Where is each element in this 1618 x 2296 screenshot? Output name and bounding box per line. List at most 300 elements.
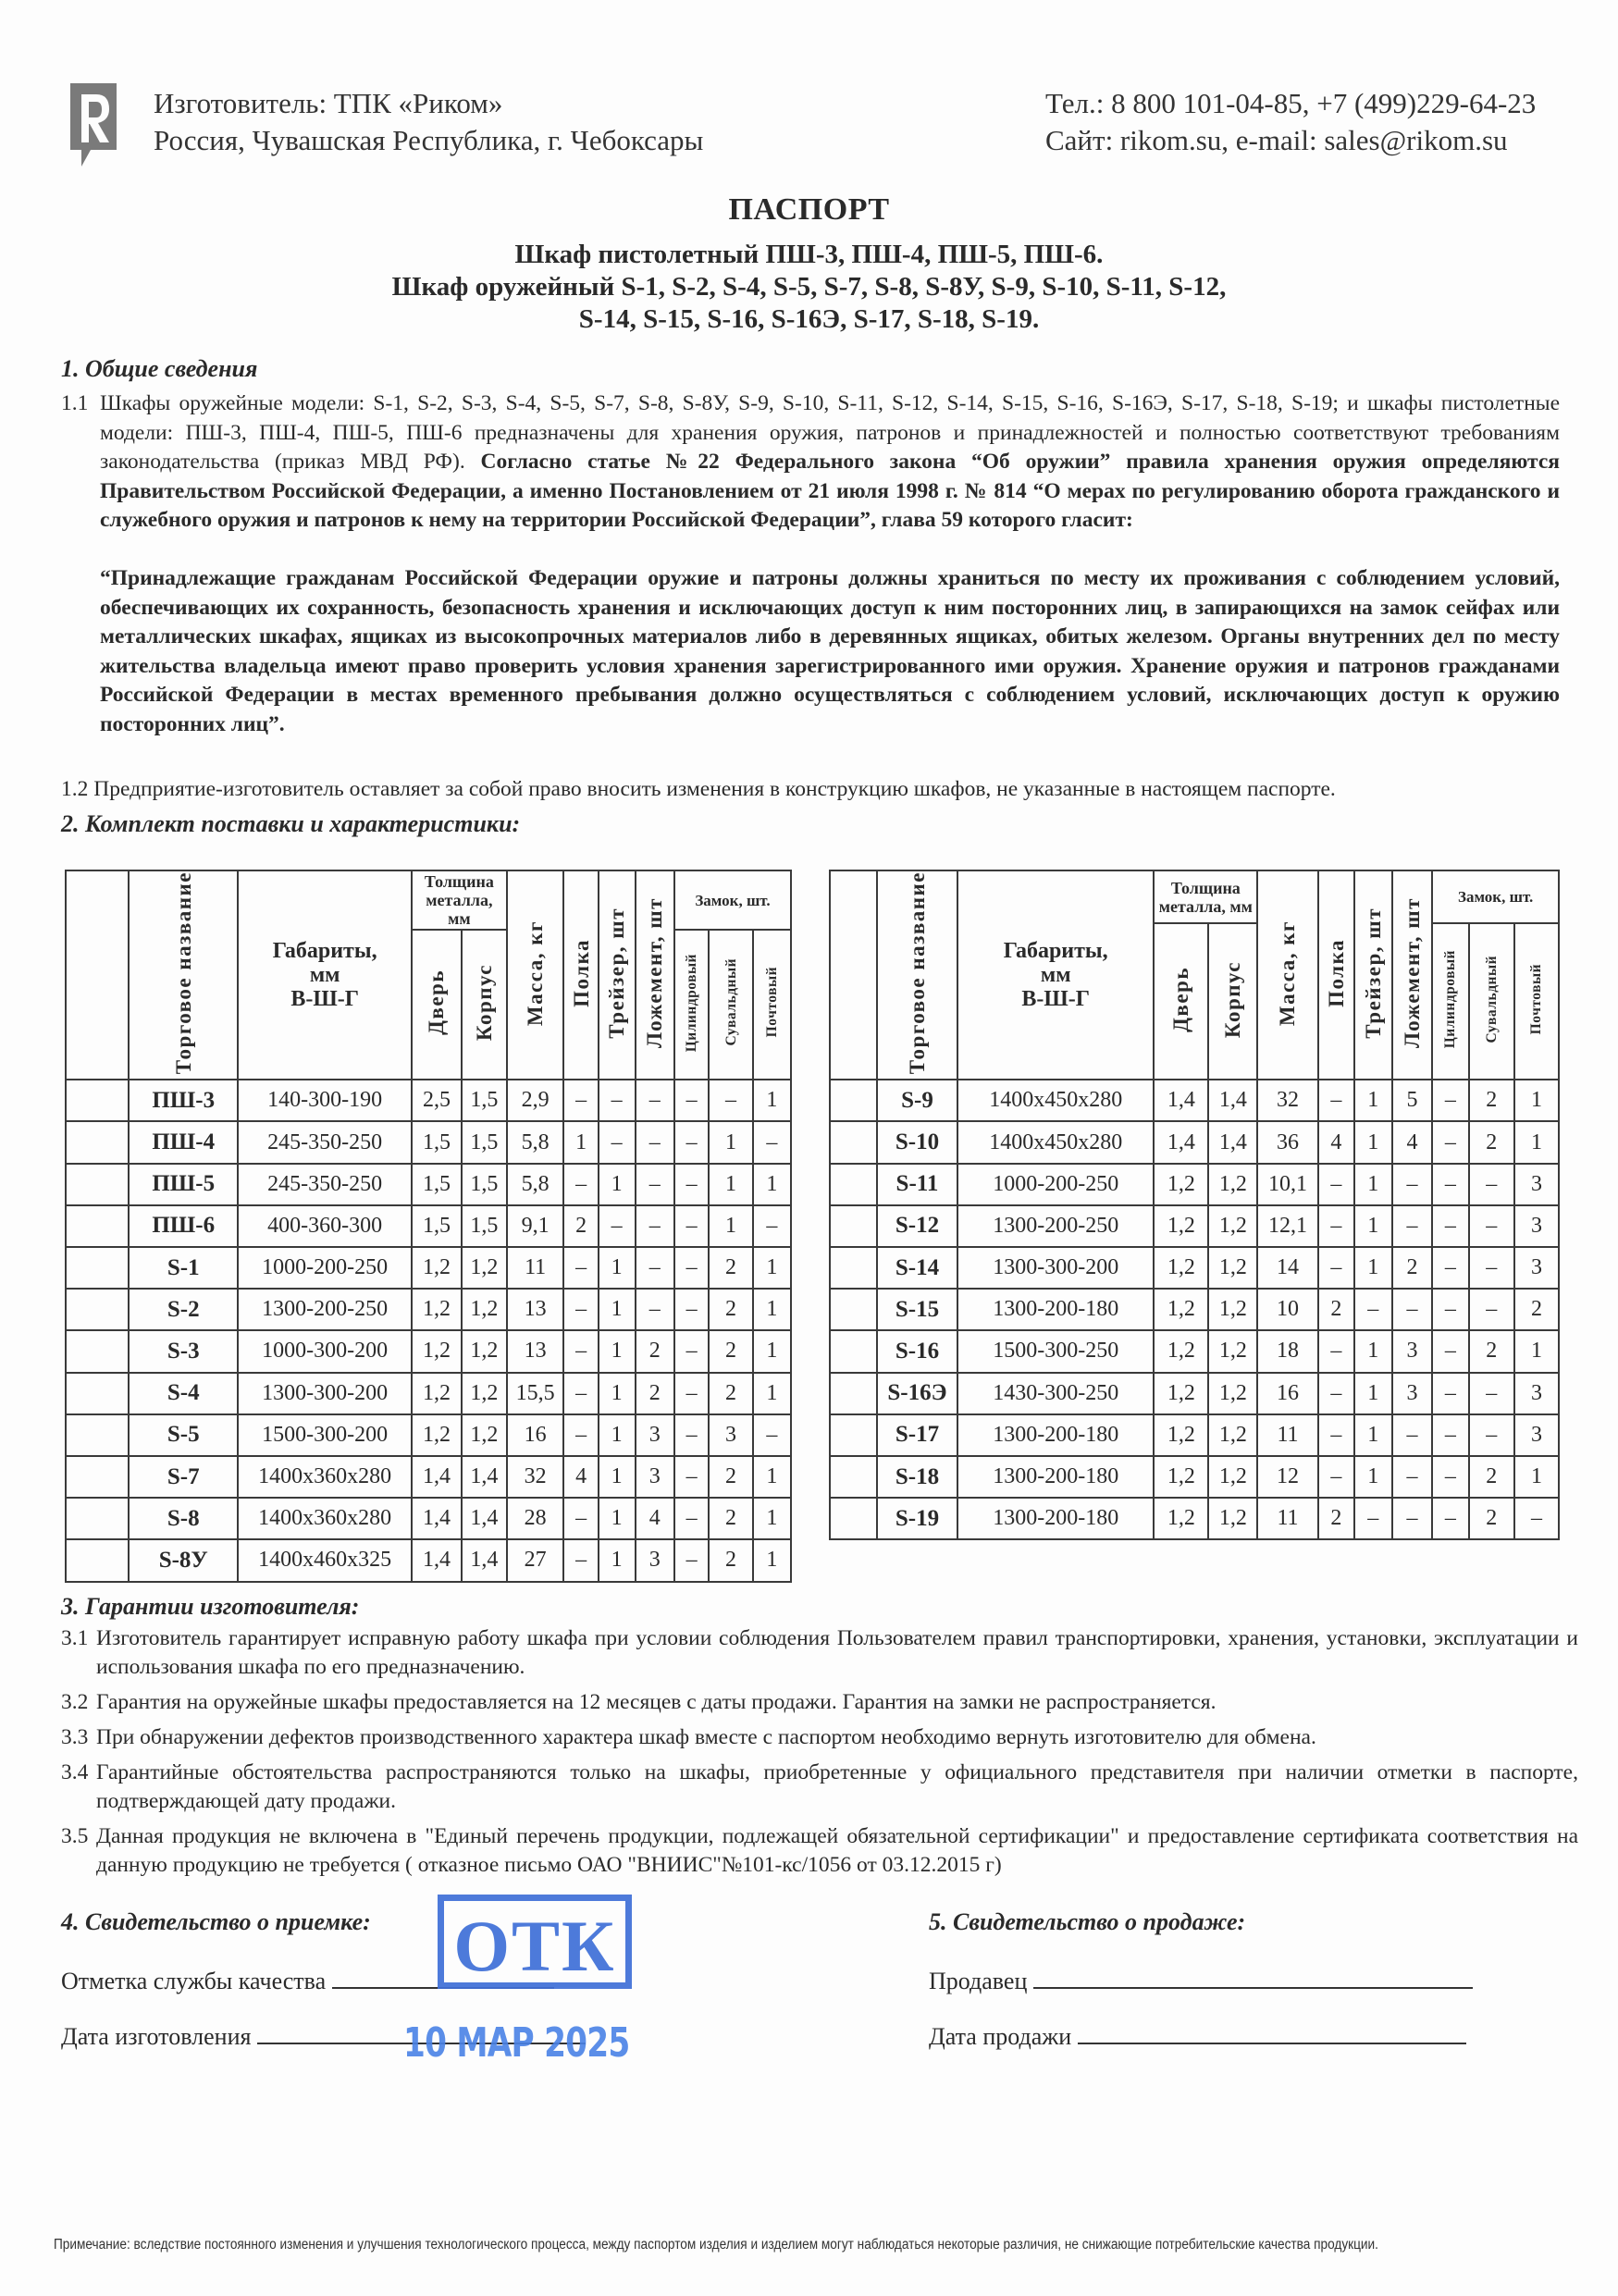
col-dims-header: Габариты, мм В-Ш-Г — [238, 870, 412, 1080]
col-body-header: Корпус — [462, 930, 507, 1080]
dimensions-cell: 1430-300-250 — [957, 1373, 1154, 1414]
blank-cell — [830, 1247, 877, 1289]
dimensions-cell: 1000-200-250 — [238, 1247, 412, 1289]
lock-suvald-cell: 2 — [709, 1539, 753, 1581]
spec-table-left-body — [66, 1080, 791, 1581]
mass-cell: 36 — [1257, 1121, 1317, 1163]
model-name-cell: S-8 — [129, 1498, 238, 1539]
door-thickness-cell: 1,2 — [412, 1289, 462, 1330]
model-name-cell: S-9 — [877, 1080, 957, 1121]
lock-post-cell: 1 — [753, 1080, 791, 1121]
model-name-cell: ПШ-5 — [129, 1164, 238, 1205]
mass-cell: 10,1 — [1257, 1164, 1317, 1205]
section-5-heading: 5. Свидетельство о продаже: — [929, 1908, 1246, 1935]
table-row — [830, 1498, 1559, 1539]
lock-cylinder-cell: – — [1432, 1330, 1468, 1372]
lock-suvald-cell: 2 — [709, 1498, 753, 1539]
subtitle-line: Шкаф оружейный S-1, S-2, S-4, S-5, S-7, S-8, S-8У, S-9, S-10, S-11, S-12, — [391, 272, 1227, 302]
model-name-cell: ПШ-6 — [129, 1205, 238, 1247]
shelf-count-cell: – — [563, 1539, 598, 1581]
page-title: ПАСПОРТ — [728, 192, 890, 227]
model-name-cell: S-7 — [129, 1456, 238, 1498]
trayzer-count-cell: – — [1354, 1289, 1392, 1330]
blank-cell — [66, 1330, 129, 1372]
mass-cell: 16 — [1257, 1373, 1317, 1414]
col-trayzer-header: Трейзер, шт — [1354, 870, 1392, 1080]
model-name-cell: S-10 — [877, 1121, 957, 1163]
lozhement-count-cell: 2 — [636, 1373, 674, 1414]
mass-cell: 5,8 — [507, 1164, 564, 1205]
col-lock-cyl-header: Цилиндровый — [1432, 923, 1468, 1080]
body-thickness-cell: 1,4 — [462, 1498, 507, 1539]
model-name-cell: S-4 — [129, 1373, 238, 1414]
col-name-header: Торговое название — [877, 870, 957, 1080]
lock-post-cell: 1 — [753, 1373, 791, 1414]
lock-cylinder-cell: – — [674, 1539, 709, 1581]
lock-post-cell: – — [753, 1121, 791, 1163]
table-row — [830, 1414, 1559, 1456]
model-name-cell: ПШ-3 — [129, 1080, 238, 1121]
warranty-item-number: 3.2 — [61, 1690, 89, 1714]
mass-cell: 28 — [507, 1498, 564, 1539]
lock-post-cell: 1 — [753, 1247, 791, 1289]
blank-cell — [66, 1205, 129, 1247]
body-thickness-cell: 1,2 — [462, 1247, 507, 1289]
body-thickness-cell: 1,5 — [462, 1164, 507, 1205]
seller-field — [929, 1963, 1473, 1995]
lock-suvald-cell: 2 — [709, 1456, 753, 1498]
col-lock-header: Замок, шт. — [674, 870, 791, 930]
model-name-cell: ПШ-4 — [129, 1121, 238, 1163]
seller-label: Продавец — [929, 1968, 1028, 1994]
blank-cell — [66, 1373, 129, 1414]
otk-stamp: ОТК — [438, 1895, 632, 1989]
mass-cell: 13 — [507, 1289, 564, 1330]
body-thickness-cell: 1,2 — [462, 1330, 507, 1372]
table-row — [830, 1373, 1559, 1414]
trayzer-count-cell: – — [599, 1121, 636, 1163]
lozhement-count-cell: – — [636, 1247, 674, 1289]
mass-cell: 27 — [507, 1539, 564, 1581]
trayzer-count-cell: 1 — [1354, 1456, 1392, 1498]
shelf-count-cell: – — [1318, 1080, 1354, 1121]
table-row — [830, 1456, 1559, 1498]
mass-cell: 18 — [1257, 1330, 1317, 1372]
dimensions-cell: 1300-200-180 — [957, 1289, 1154, 1330]
lock-suvald-cell: – — [1469, 1414, 1514, 1456]
shelf-count-cell: 4 — [1318, 1121, 1354, 1163]
warranty-item-text: При обнаружении дефектов производственного характера шкаф вместе с паспортом необходимо вернуть изготовителю для обмена. — [96, 1725, 1316, 1749]
lozhement-count-cell: – — [636, 1164, 674, 1205]
shelf-count-cell: 1 — [563, 1121, 598, 1163]
shelf-count-cell: 4 — [563, 1456, 598, 1498]
shelf-count-cell: 2 — [1318, 1289, 1354, 1330]
table-row — [830, 1164, 1559, 1205]
mass-cell: 11 — [1257, 1414, 1317, 1456]
warranty-item-number: 3.3 — [61, 1725, 89, 1749]
warranty-item-number: 3.5 — [61, 1824, 89, 1848]
col-shelf-header: Полка — [563, 870, 598, 1080]
blank-cell — [66, 1247, 129, 1289]
dimensions-cell: 1500-300-200 — [238, 1414, 412, 1456]
trayzer-count-cell: – — [599, 1080, 636, 1121]
door-thickness-cell: 1,5 — [412, 1164, 462, 1205]
model-name-cell: S-16Э — [877, 1373, 957, 1414]
shelf-count-cell: – — [1318, 1205, 1354, 1247]
paragraph-text: Шкафы оружейные модели: S-1, S-2, S-3, S-4, S-5, S-7, S-8, S-8У, S-9, S-10, S-11, S-12, S-14, S-15, S-16, S-16Э, S-17, S-18, S-19; и шкафы пистолетные модели: ПШ-3, ПШ-4, ПШ-5, ПШ-6 предназначены для хранения оружия, патронов и принадлежностей и полностью соответствуют требованиям законодательства (приказ МВД РФ). — [100, 391, 1560, 474]
shelf-count-cell: – — [1318, 1164, 1354, 1205]
lock-cylinder-cell: – — [674, 1205, 709, 1247]
dimensions-cell: 1300-200-180 — [957, 1498, 1154, 1539]
door-thickness-cell: 1,2 — [1154, 1247, 1208, 1289]
lock-suvald-cell: 2 — [1469, 1498, 1514, 1539]
site-email: Сайт: rikom.su, e-mail: sales@rikom.su — [1045, 124, 1508, 156]
warranty-item — [61, 1759, 1578, 1816]
shelf-count-cell: – — [1318, 1373, 1354, 1414]
lozhement-count-cell: 3 — [636, 1414, 674, 1456]
door-thickness-cell: 1,2 — [1154, 1289, 1208, 1330]
body-thickness-cell: 1,2 — [1208, 1414, 1257, 1456]
dimensions-cell: 1300-200-180 — [957, 1414, 1154, 1456]
body-thickness-cell: 1,2 — [1208, 1498, 1257, 1539]
mass-cell: 15,5 — [507, 1373, 564, 1414]
lozhement-count-cell: – — [636, 1289, 674, 1330]
lock-cylinder-cell: – — [674, 1121, 709, 1163]
spec-table-right — [829, 870, 1560, 1540]
body-thickness-cell: 1,2 — [462, 1289, 507, 1330]
col-shelf-header: Полка — [1318, 870, 1354, 1080]
blank-cell — [830, 1121, 877, 1163]
mass-cell: 10 — [1257, 1289, 1317, 1330]
rikom-logo-icon — [70, 83, 117, 167]
col-door-header: Дверь — [1154, 923, 1208, 1080]
blank-cell — [830, 1205, 877, 1247]
subtitle-line: S-14, S-15, S-16, S-16Э, S-17, S-18, S-19. — [578, 304, 1040, 334]
lock-suvald-cell: 1 — [709, 1205, 753, 1247]
dimensions-cell: 1300-300-200 — [238, 1373, 412, 1414]
col-thickness-header: Толщина металла, мм — [1154, 870, 1257, 923]
lock-cylinder-cell: – — [674, 1080, 709, 1121]
body-thickness-cell: 1,2 — [1208, 1289, 1257, 1330]
table-row — [66, 1164, 791, 1205]
lozhement-count-cell: – — [1392, 1205, 1433, 1247]
lock-post-cell: 1 — [753, 1164, 791, 1205]
model-name-cell: S-14 — [877, 1247, 957, 1289]
mass-cell: 12 — [1257, 1456, 1317, 1498]
blank-cell — [830, 1164, 877, 1205]
lock-cylinder-cell: – — [1432, 1080, 1468, 1121]
subtitle-line: Шкаф пистолетный ПШ-3, ПШ-4, ПШ-5, ПШ-6. — [514, 240, 1104, 269]
spec-table-right-body — [830, 1080, 1559, 1539]
mass-cell: 32 — [1257, 1080, 1317, 1121]
body-thickness-cell: 1,4 — [462, 1456, 507, 1498]
body-thickness-cell: 1,2 — [1208, 1164, 1257, 1205]
manufacturer-info — [154, 85, 703, 159]
lock-suvald-cell: – — [1469, 1289, 1514, 1330]
blank-header-cell — [66, 870, 129, 1080]
model-name-cell: S-15 — [877, 1289, 957, 1330]
lock-post-cell: 1 — [753, 1498, 791, 1539]
mass-cell: 11 — [1257, 1498, 1317, 1539]
trayzer-count-cell: 1 — [1354, 1121, 1392, 1163]
door-thickness-cell: 1,2 — [412, 1330, 462, 1372]
col-lock-suv-header: Сувальдный — [1469, 923, 1514, 1080]
section-2-heading: 2. Комплект поставки и характеристики: — [61, 810, 521, 837]
lock-suvald-cell: 2 — [709, 1289, 753, 1330]
warranty-item-number: 3.4 — [61, 1760, 89, 1784]
door-thickness-cell: 1,2 — [1154, 1456, 1208, 1498]
shelf-count-cell: – — [563, 1164, 598, 1205]
dimensions-cell: 245-350-250 — [238, 1164, 412, 1205]
lock-suvald-cell: 2 — [709, 1247, 753, 1289]
col-lozhement-header: Ложемент, шт — [636, 870, 674, 1080]
col-lock-post-header: Почтовый — [1514, 923, 1559, 1080]
lock-cylinder-cell: – — [1432, 1247, 1468, 1289]
door-thickness-cell: 1,4 — [412, 1456, 462, 1498]
shelf-count-cell: – — [1318, 1247, 1354, 1289]
paragraph-bold-text: Согласно статье №22 Федерального закона “Об оружии” правила хранения оружия определяются Правительством Российской Федерации, а именно Постановлением от 21 июля 1998 г. № 814 “О мерах по регулированию оборота гражданского и служебного оружия и патронов к нему на территории Российской Федерации”, глава 59 которого гласит: — [100, 450, 1560, 532]
lock-suvald-cell: 2 — [1469, 1121, 1514, 1163]
lock-suvald-cell: – — [709, 1080, 753, 1121]
lock-suvald-cell: 2 — [709, 1330, 753, 1372]
lozhement-count-cell: 5 — [1392, 1080, 1433, 1121]
dimensions-cell: 140-300-190 — [238, 1080, 412, 1121]
blank-cell — [66, 1289, 129, 1330]
mass-cell: 32 — [507, 1456, 564, 1498]
dimensions-cell: 1400x460x325 — [238, 1539, 412, 1581]
shelf-count-cell: – — [563, 1080, 598, 1121]
section-1-heading: 1. Общие сведения — [61, 355, 258, 382]
trayzer-count-cell: 1 — [1354, 1373, 1392, 1414]
lozhement-count-cell: 3 — [1392, 1330, 1433, 1372]
dimensions-cell: 1000-300-200 — [238, 1330, 412, 1372]
lock-cylinder-cell: – — [674, 1330, 709, 1372]
lozhement-count-cell: – — [1392, 1289, 1433, 1330]
shelf-count-cell: – — [1318, 1456, 1354, 1498]
lock-post-cell: 3 — [1514, 1164, 1559, 1205]
shelf-count-cell: – — [1318, 1414, 1354, 1456]
door-thickness-cell: 1,5 — [412, 1121, 462, 1163]
model-name-cell: S-5 — [129, 1414, 238, 1456]
blank-cell — [830, 1373, 877, 1414]
model-name-cell: S-3 — [129, 1330, 238, 1372]
lock-post-cell: 1 — [753, 1539, 791, 1581]
lozhement-count-cell: 4 — [636, 1498, 674, 1539]
lock-cylinder-cell: – — [1432, 1289, 1468, 1330]
lock-cylinder-cell: – — [1432, 1164, 1468, 1205]
blank-cell — [830, 1498, 877, 1539]
col-lock-post-header: Почтовый — [753, 930, 791, 1080]
lozhement-count-cell: – — [1392, 1414, 1433, 1456]
mass-cell: 14 — [1257, 1247, 1317, 1289]
warranty-item — [61, 1822, 1578, 1880]
model-name-cell: S-16 — [877, 1330, 957, 1372]
body-thickness-cell: 1,2 — [1208, 1205, 1257, 1247]
warranty-item-number: 3.1 — [61, 1626, 89, 1650]
col-door-header: Дверь — [412, 930, 462, 1080]
door-thickness-cell: 1,2 — [412, 1414, 462, 1456]
lozhement-count-cell: 3 — [636, 1539, 674, 1581]
lock-post-cell: 1 — [753, 1456, 791, 1498]
table-row — [830, 1205, 1559, 1247]
col-lock-suv-header: Сувальдный — [709, 930, 753, 1080]
trayzer-count-cell: – — [1354, 1498, 1392, 1539]
paragraph-1-1 — [61, 389, 1560, 536]
model-name-cell: S-11 — [877, 1164, 957, 1205]
dimensions-cell: 1300-200-180 — [957, 1456, 1154, 1498]
quality-mark-label: Отметка службы качества — [61, 1968, 327, 1994]
mass-cell: 9,1 — [507, 1205, 564, 1247]
dimensions-cell: 1300-200-250 — [957, 1205, 1154, 1247]
body-thickness-cell: 1,2 — [1208, 1373, 1257, 1414]
lozhement-count-cell: – — [1392, 1164, 1433, 1205]
door-thickness-cell: 1,2 — [1154, 1205, 1208, 1247]
door-thickness-cell: 1,2 — [1154, 1373, 1208, 1414]
shelf-count-cell: – — [563, 1414, 598, 1456]
table-row — [66, 1080, 791, 1121]
dimensions-cell: 1300-300-200 — [957, 1247, 1154, 1289]
mass-cell: 5,8 — [507, 1121, 564, 1163]
mass-cell: 2,9 — [507, 1080, 564, 1121]
col-name-header: Торговое название — [129, 870, 238, 1080]
dimensions-cell: 1000-200-250 — [957, 1164, 1154, 1205]
shelf-count-cell: – — [563, 1498, 598, 1539]
col-lock-cyl-header: Цилиндровый — [674, 930, 709, 1080]
footnote: Примечание: вследствие постоянного изменения и улучшения технологического процесса, между паспортом изделия и изделием могут наблюдаться некоторые различия, не снижающие потребительские качества продукции. — [54, 2237, 1378, 2253]
sale-date-line — [1078, 2018, 1466, 2044]
lock-cylinder-cell: – — [674, 1247, 709, 1289]
warranty-item — [61, 1723, 1578, 1752]
lozhement-count-cell: 2 — [1392, 1247, 1433, 1289]
model-name-cell: S-2 — [129, 1289, 238, 1330]
lozhement-count-cell: 3 — [636, 1456, 674, 1498]
lock-cylinder-cell: – — [1432, 1205, 1468, 1247]
contact-info — [1045, 85, 1536, 159]
law-quote: “Принадлежащие гражданам Российской Федерации оружие и патроны должны храниться по месту их проживания с соблюдением условий, обеспечивающих их сохранность, безопасность хранения и исключающих доступ к ним посторонних лиц, в запирающихся на замок сейфах или металлических шкафах, ящиках из высокопрочных материалов либо в деревянных ящиках, обитых железом. Органы внутренних дел по месту жительства владельца имеют право проверить условия хранения зарегистрированного ими оружия. Хранение оружия и патронов гражданами Российской Федерации в местах временного пребывания должно осуществляться с соблюдением условий, исключающих доступ к оружию посторонних лиц”. — [100, 566, 1560, 736]
body-thickness-cell: 1,2 — [462, 1373, 507, 1414]
body-thickness-cell: 1,2 — [462, 1414, 507, 1456]
dimensions-cell: 1500-300-250 — [957, 1330, 1154, 1372]
door-thickness-cell: 1,2 — [1154, 1498, 1208, 1539]
blank-cell — [830, 1330, 877, 1372]
blank-cell — [830, 1456, 877, 1498]
body-thickness-cell: 1,2 — [1208, 1330, 1257, 1372]
lozhement-count-cell: – — [1392, 1456, 1433, 1498]
table-row — [66, 1205, 791, 1247]
lock-post-cell: 3 — [1514, 1205, 1559, 1247]
lozhement-count-cell: – — [636, 1205, 674, 1247]
lock-cylinder-cell: – — [1432, 1121, 1468, 1163]
mass-cell: 11 — [507, 1247, 564, 1289]
col-dims-header: Габариты, мм В-Ш-Г — [957, 870, 1154, 1080]
warranty-item-text: Данная продукция не включена в "Единый перечень продукции, подлежащей обязательной сертификации" и предоставление сертификата соответствия на данную продукцию не требуется ( отказное письмо ОАО "ВНИИС"№101-кс/1056 от 03.12.2015 г) — [96, 1824, 1578, 1877]
body-thickness-cell: 1,2 — [1208, 1456, 1257, 1498]
manufacturer-name: Изготовитель: ТПК «Риком» — [154, 87, 503, 119]
warranty-item-text: Изготовитель гарантирует исправную работу шкафа при условии соблюдения Пользователем правил транспортировки, хранения, установки, эксплуатации и использования шкафа по его предназначению. — [96, 1626, 1578, 1679]
model-name-cell: S-18 — [877, 1456, 957, 1498]
lock-cylinder-cell: – — [1432, 1414, 1468, 1456]
lock-suvald-cell: – — [1469, 1373, 1514, 1414]
lock-cylinder-cell: – — [674, 1498, 709, 1539]
blank-cell — [830, 1289, 877, 1330]
manufacturer-location: Россия, Чувашская Республика, г. Чебоксары — [154, 124, 704, 156]
lock-suvald-cell: 1 — [709, 1121, 753, 1163]
table-row — [66, 1373, 791, 1414]
section-3-heading: 3. Гарантии изготовителя: — [61, 1593, 360, 1620]
sale-date-field — [929, 2018, 1466, 2051]
door-thickness-cell: 1,2 — [412, 1373, 462, 1414]
table-row — [66, 1539, 791, 1581]
body-thickness-cell: 1,4 — [1208, 1080, 1257, 1121]
shelf-count-cell: – — [1318, 1330, 1354, 1372]
document-subtitles — [0, 239, 1618, 336]
lock-post-cell: 2 — [1514, 1289, 1559, 1330]
trayzer-count-cell: 1 — [1354, 1205, 1392, 1247]
blank-cell — [66, 1498, 129, 1539]
lock-suvald-cell: 1 — [709, 1164, 753, 1205]
lock-cylinder-cell: – — [1432, 1456, 1468, 1498]
lozhement-count-cell: – — [636, 1080, 674, 1121]
trayzer-count-cell: 1 — [599, 1539, 636, 1581]
col-thickness-header: Толщина металла, мм — [412, 870, 507, 930]
mass-cell: 13 — [507, 1330, 564, 1372]
lock-post-cell: 1 — [753, 1289, 791, 1330]
warranty-item-text: Гарантийные обстоятельства распространяются только на шкафы, приобретенные у официального представителя при наличии отметки в паспорте, подтверждающей дату продажи. — [96, 1760, 1578, 1813]
door-thickness-cell: 1,2 — [1154, 1330, 1208, 1372]
table-row — [66, 1289, 791, 1330]
dimensions-cell: 1400x450x280 — [957, 1080, 1154, 1121]
blank-cell — [66, 1121, 129, 1163]
lock-suvald-cell: – — [1469, 1164, 1514, 1205]
col-body-header: Корпус — [1208, 923, 1257, 1080]
blank-cell — [66, 1539, 129, 1581]
lock-cylinder-cell: – — [1432, 1373, 1468, 1414]
mass-cell: 12,1 — [1257, 1205, 1317, 1247]
sale-date-label: Дата продажи — [929, 2023, 1072, 2050]
lock-post-cell: 1 — [1514, 1456, 1559, 1498]
blank-cell — [66, 1456, 129, 1498]
lock-post-cell: 3 — [1514, 1414, 1559, 1456]
warranty-item — [61, 1688, 1578, 1717]
body-thickness-cell: 1,5 — [462, 1205, 507, 1247]
lozhement-count-cell: – — [1392, 1498, 1433, 1539]
blank-header-cell — [830, 870, 877, 1080]
door-thickness-cell: 1,4 — [412, 1539, 462, 1581]
model-name-cell: S-1 — [129, 1247, 238, 1289]
col-trayzer-header: Трейзер, шт — [599, 870, 636, 1080]
model-name-cell: S-8У — [129, 1539, 238, 1581]
shelf-count-cell: – — [563, 1289, 598, 1330]
paragraph-number: 1.1 — [61, 391, 89, 415]
table-row — [830, 1121, 1559, 1163]
col-mass-header: Масса, кг — [507, 870, 564, 1080]
col-lock-header: Замок, шт. — [1432, 870, 1559, 923]
lock-post-cell: 3 — [1514, 1247, 1559, 1289]
trayzer-count-cell: 1 — [599, 1330, 636, 1372]
model-name-cell: S-12 — [877, 1205, 957, 1247]
lozhement-count-cell: 2 — [636, 1330, 674, 1372]
lock-post-cell: 1 — [1514, 1121, 1559, 1163]
door-thickness-cell: 1,4 — [1154, 1121, 1208, 1163]
lock-suvald-cell: 2 — [1469, 1456, 1514, 1498]
lock-post-cell: 3 — [1514, 1373, 1559, 1414]
col-lozhement-header: Ложемент, шт — [1392, 870, 1433, 1080]
trayzer-count-cell: 1 — [1354, 1080, 1392, 1121]
trayzer-count-cell: 1 — [1354, 1414, 1392, 1456]
body-thickness-cell: 1,5 — [462, 1080, 507, 1121]
door-thickness-cell: 2,5 — [412, 1080, 462, 1121]
door-thickness-cell: 1,4 — [1154, 1080, 1208, 1121]
